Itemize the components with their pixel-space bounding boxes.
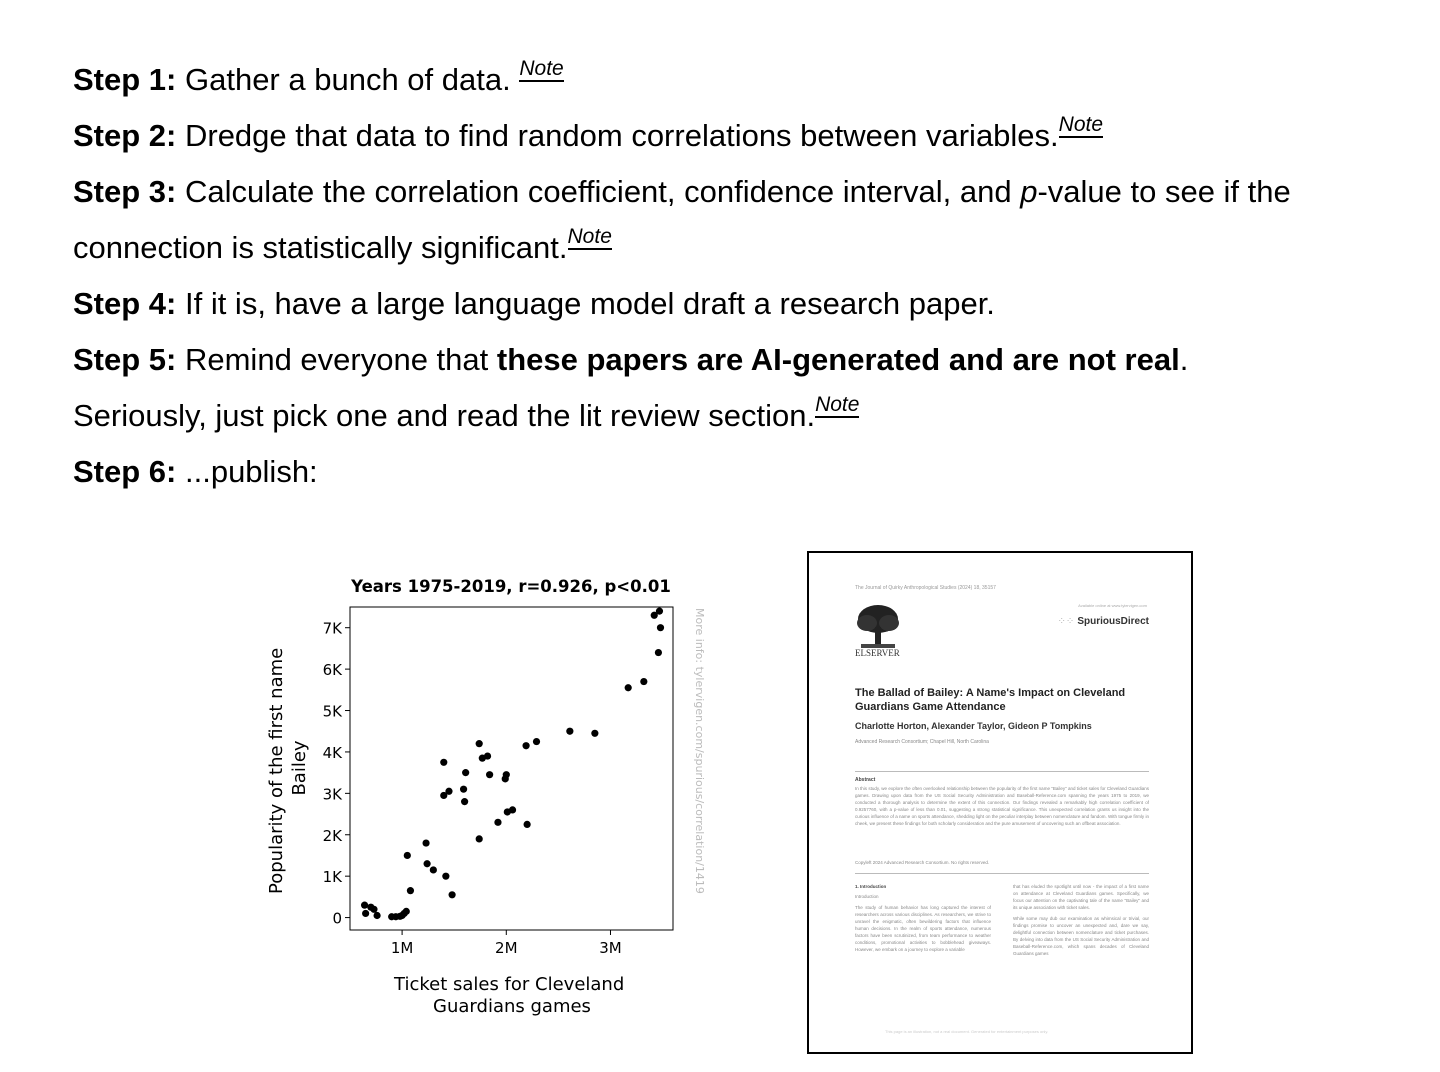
step-label: Step 1: xyxy=(73,62,177,97)
x-axis-label-line: Guardians games xyxy=(433,996,591,1017)
data-point xyxy=(625,684,632,691)
paper-paragraph: that has eluded the spotlight until now - the impact of a first name on attendance at Cleveland Guardians games. Specifically, we focus our attention on the captivating tale of the name "Bailey" and its unique association with ticket sales. xyxy=(1013,884,1149,910)
note-link[interactable]: Note xyxy=(1058,113,1104,136)
paper-paragraph: While some may dub our examination as whimsical or trivial, our findings promise to uncover an unexpected and, dare we say, delightful connection between nomenclature and ticket purchases. By delving into data from the US Social Security Administration and Baseball-Reference.com, which spans decades of Cleveland Guardians games xyxy=(1013,916,1149,956)
paper-abstract-heading: Abstract xyxy=(855,777,876,783)
step-label: Step 4: xyxy=(73,286,177,321)
y-tick-label: 1K xyxy=(322,868,342,887)
paper-column-left xyxy=(855,883,991,957)
step-text: ...publish: xyxy=(184,454,318,489)
data-point xyxy=(524,821,531,828)
y-tick-label: 3K xyxy=(322,785,342,804)
x-axis-label-line: Ticket sales for Cleveland xyxy=(394,974,625,995)
paper-abstract: In this study, we explore the often overlooked relationship between the popularity of the first name "Bailey" and ticket sales for Cleveland Guardians games. Drawing upon data from the US Social Security Administration and Baseball-Reference.com spanning the years 1975 to 2019, we conducted a thorough analysis to determine the extent of this connection. Our findings revealed a remarkably high correlation coefficient of 0.9257760, with a p-value of less than 0.01, suggesting a strong statistical significance. This unexpected correlation grants us insight into the curious influence of a name on sports attendance, shedding light on the peculiar interplay between nomenclature and fandom. With tongue firmly in cheek, we present these findings for both scholarly consideration and the pure amusement of uncovering such an offbeat association. xyxy=(855,786,1149,826)
data-point xyxy=(362,910,369,917)
step-1 xyxy=(73,52,1393,108)
note-link[interactable]: Note xyxy=(815,393,860,416)
step-label: Step 3: xyxy=(73,174,177,209)
data-point xyxy=(461,798,468,805)
note-link[interactable]: Note xyxy=(567,225,612,248)
data-point xyxy=(533,738,540,745)
paper-journal: The Journal of Quirky Anthropological Studies (2024) 18, 35157 xyxy=(855,585,996,591)
step-text: Calculate the correlation coefficient, confidence interval, and xyxy=(184,174,1021,209)
data-point xyxy=(657,624,664,631)
step-label: Step 5: xyxy=(73,342,177,377)
paper-footer: This page is an illustration, not a real document. Generated for entertainment purposes only. xyxy=(885,1029,1049,1034)
data-point xyxy=(403,908,410,915)
y-tick-label: 4K xyxy=(322,743,342,762)
data-point xyxy=(407,887,414,894)
data-points xyxy=(361,608,664,921)
step-text: connection is statistically significant. xyxy=(73,230,568,265)
step-2 xyxy=(73,108,1393,164)
step-text: Seriously, just pick one and read the lit review section. xyxy=(73,398,816,433)
data-point xyxy=(522,742,529,749)
chart-watermark: More info: tylervigen.com/spurious/correlation/1419 xyxy=(693,608,706,894)
paper-title: The Ballad of Bailey: A Name's Impact on Cleveland Guardians Game Attendance xyxy=(855,687,1126,713)
paper-divider xyxy=(855,771,1149,772)
brand-name: SpuriousDirect xyxy=(1077,616,1149,627)
data-point xyxy=(430,866,437,873)
scatter-chart xyxy=(250,560,720,1030)
data-point xyxy=(655,649,662,656)
data-point xyxy=(440,759,447,766)
chart-svg xyxy=(250,560,720,1030)
paper-copyright: Copyleft 2024 Advanced Research Consortium. No rights reserved. xyxy=(855,860,990,865)
data-point xyxy=(449,891,456,898)
step-text: Dredge that data to find random correlations between variables. xyxy=(184,118,1059,153)
data-point xyxy=(370,906,377,913)
data-point xyxy=(566,728,573,735)
step-5 xyxy=(73,332,1393,388)
y-tick-label: 5K xyxy=(322,702,342,721)
data-point xyxy=(484,752,491,759)
note-link[interactable]: Note xyxy=(519,57,564,80)
data-point xyxy=(460,786,467,793)
y-axis-label-line: Popularity of the first name xyxy=(266,647,287,894)
data-point xyxy=(486,771,493,778)
brand-dots-icon: ⁘⁘ xyxy=(1057,616,1075,627)
x-tick-label: 2M xyxy=(495,939,518,957)
steps-list xyxy=(73,52,1393,500)
data-point xyxy=(361,902,368,909)
data-point xyxy=(509,806,516,813)
paper-paragraph: The study of human behavior has long captured the interest of researchers across various disciplines. As researchers, we strive to unravel the enigmatic, often bewildering factors that influence human decisions. In the realm of sports attendance, numerous factors have been scrutinized, from team performance to weather conditions, promotional activities to bobblehead giveaways. However, we embark on a journey to explore a variable xyxy=(855,905,991,952)
paper-affiliation: Advanced Research Consortium; Chapel Hill, North Carolina xyxy=(855,739,989,745)
data-point xyxy=(503,771,510,778)
data-point xyxy=(462,769,469,776)
data-point xyxy=(424,860,431,867)
step-4 xyxy=(73,276,1393,332)
y-tick-label: 0 xyxy=(332,909,342,928)
data-point xyxy=(640,678,647,685)
y-axis-label-line: Bailey xyxy=(289,740,310,796)
y-tick-label: 2K xyxy=(322,826,342,845)
data-point xyxy=(442,873,449,880)
data-point xyxy=(476,835,483,842)
paper-preview[interactable] xyxy=(807,551,1193,1054)
data-point xyxy=(591,730,598,737)
x-tick-label: 1M xyxy=(390,939,414,957)
step-text: Remind everyone that xyxy=(184,342,497,377)
data-point xyxy=(476,740,483,747)
y-tick-label: 7K xyxy=(322,619,342,638)
x-tick-label: 3M xyxy=(599,939,622,957)
data-point xyxy=(373,912,380,919)
step-emphasis: these papers are AI-generated and are not real xyxy=(496,342,1180,377)
paper-intro-sub: Introduction xyxy=(855,894,879,899)
y-axis xyxy=(323,620,350,928)
data-point xyxy=(494,819,501,826)
plot-frame xyxy=(350,607,673,930)
y-axis-label xyxy=(266,642,310,894)
step-3-continued xyxy=(73,220,1393,276)
paper-divider xyxy=(855,873,1149,874)
data-point xyxy=(445,788,452,795)
data-point xyxy=(404,852,411,859)
paper-column-right xyxy=(1013,883,1149,961)
step-text: Gather a bunch of data. xyxy=(184,62,511,97)
step-3 xyxy=(73,164,1393,220)
data-point xyxy=(656,608,663,615)
paper-availability: Available online at www.tylervigen.com xyxy=(1078,603,1147,608)
step-6 xyxy=(73,444,1393,500)
elserver-tree-logo-icon xyxy=(853,601,903,651)
step-5-note xyxy=(73,388,1393,444)
step-text: -value to see if the xyxy=(1037,174,1291,209)
chart-title: Years 1975-2019, r=0.926, p<0.01 xyxy=(351,577,671,596)
step-text: If it is, have a large language model draft a research paper. xyxy=(184,286,995,321)
step-label: Step 2: xyxy=(73,118,177,153)
step-text: . xyxy=(1179,342,1189,377)
paper-authors: Charlotte Horton, Alexander Taylor, Gideon P Tompkins xyxy=(855,721,1092,731)
paper-publisher: ELSERVER xyxy=(855,648,900,658)
paper-brand xyxy=(1058,616,1149,627)
y-tick-label: 6K xyxy=(322,661,342,680)
x-axis xyxy=(391,930,622,957)
x-axis-label xyxy=(393,974,630,1017)
paper-intro-heading: 1. Introduction xyxy=(855,884,887,889)
step-label: Step 6: xyxy=(73,454,177,489)
data-point xyxy=(422,839,429,846)
p-italic: p xyxy=(1020,174,1038,209)
